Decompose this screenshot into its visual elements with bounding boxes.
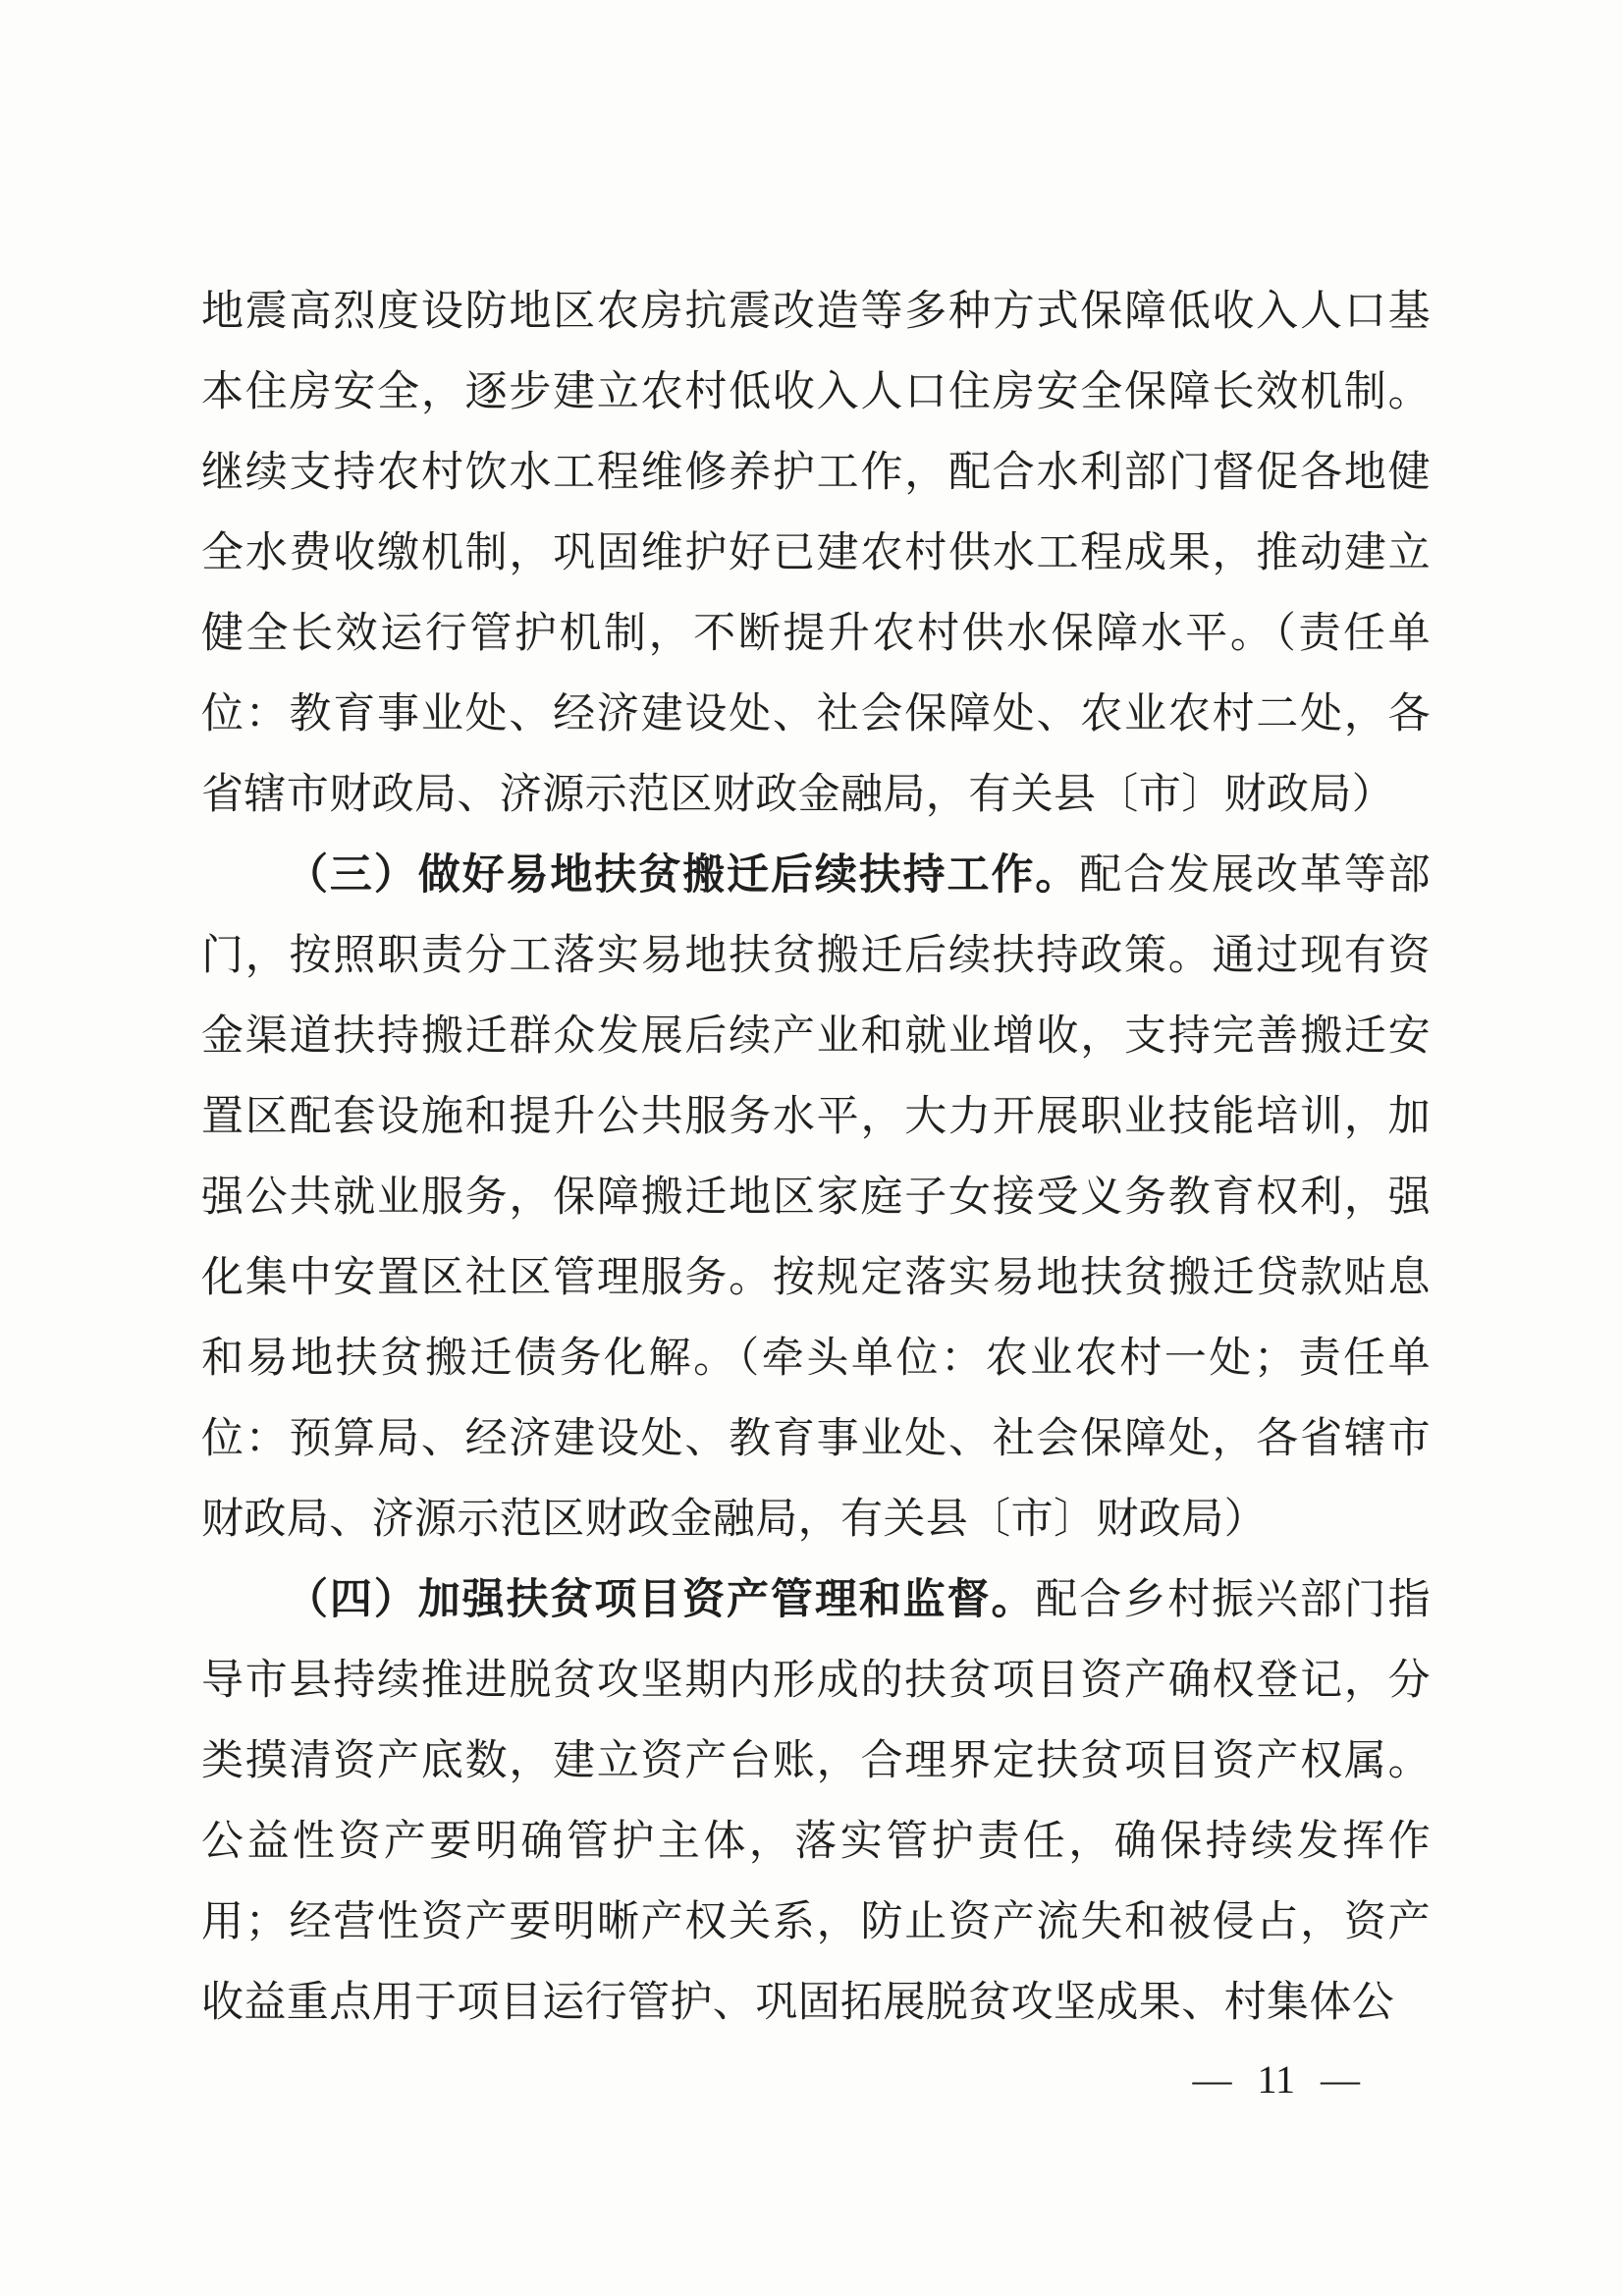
page-number (1192, 2058, 1360, 2102)
paragraph-item-3 (201, 836, 1431, 1560)
paragraph-heading: （三）做好易地扶贫搬迁后续扶持工作。 (286, 852, 1080, 899)
footer-dash-left: — (1192, 2057, 1232, 2102)
paragraph-heading: （四）加强扶贫项目资产管理和监督。 (286, 1577, 1036, 1623)
footer-dash-right: — (1321, 2057, 1360, 2102)
paragraph-text: 地震高烈度设防地区农房抗震改造等多种方式保障低收入人口基本住房安全，逐步建立农村低收入人口住房安全保障长效机制。继续支持农村饮水工程维修养护工作，配合水利部门督促各地健全水费收缴机制，巩固维护好已建农村供水工程成果，推动建立健全长效运行管护机制，不断提升农村供水保障水平。（责任单位：教育事业处、经济建设处、社会保障处、农业农村二处，各省辖市财政局、济源示范区财政金融局，有关县〔市〕财政局） (201, 289, 1431, 818)
page-number-value: 11 (1257, 2057, 1295, 2102)
paragraph-text: 配合乡村振兴部门指导市县持续推进脱贫攻坚期内形成的扶贫项目资产确权登记，分类摸清资产底数，建立资产台账，合理界定扶贫项目资产权属。公益性资产要明确管护主体，落实管护责任，确保持续发挥作用；经营性资产要明晰产权关系，防止资产流失和被侵占，资产收益重点用于项目运行管护、巩固拓展脱贫攻坚成果、村集体公 (201, 1577, 1431, 2026)
paragraph-continued (201, 272, 1431, 836)
paragraph-text: 配合发展改革等部门，按照职责分工落实易地扶贫搬迁后续扶持政策。通过现有资金渠道扶持搬迁群众发展后续产业和就业增收，支持完善搬迁安置区配套设施和提升公共服务水平，大力开展职业技能培训，加强公共就业服务，保障搬迁地区家庭子女接受义务教育权利，强化集中安置区社区管理服务。按规定落实易地扶贫搬迁贷款贴息和易地扶贫搬迁债务化解。（牵头单位：农业农村一处；责任单位：预算局、经济建设处、教育事业处、社会保障处，各省辖市财政局、济源示范区财政金融局，有关县〔市〕财政局） (201, 852, 1432, 1543)
paragraph-item-4 (201, 1560, 1431, 2044)
document-body (201, 272, 1431, 2044)
